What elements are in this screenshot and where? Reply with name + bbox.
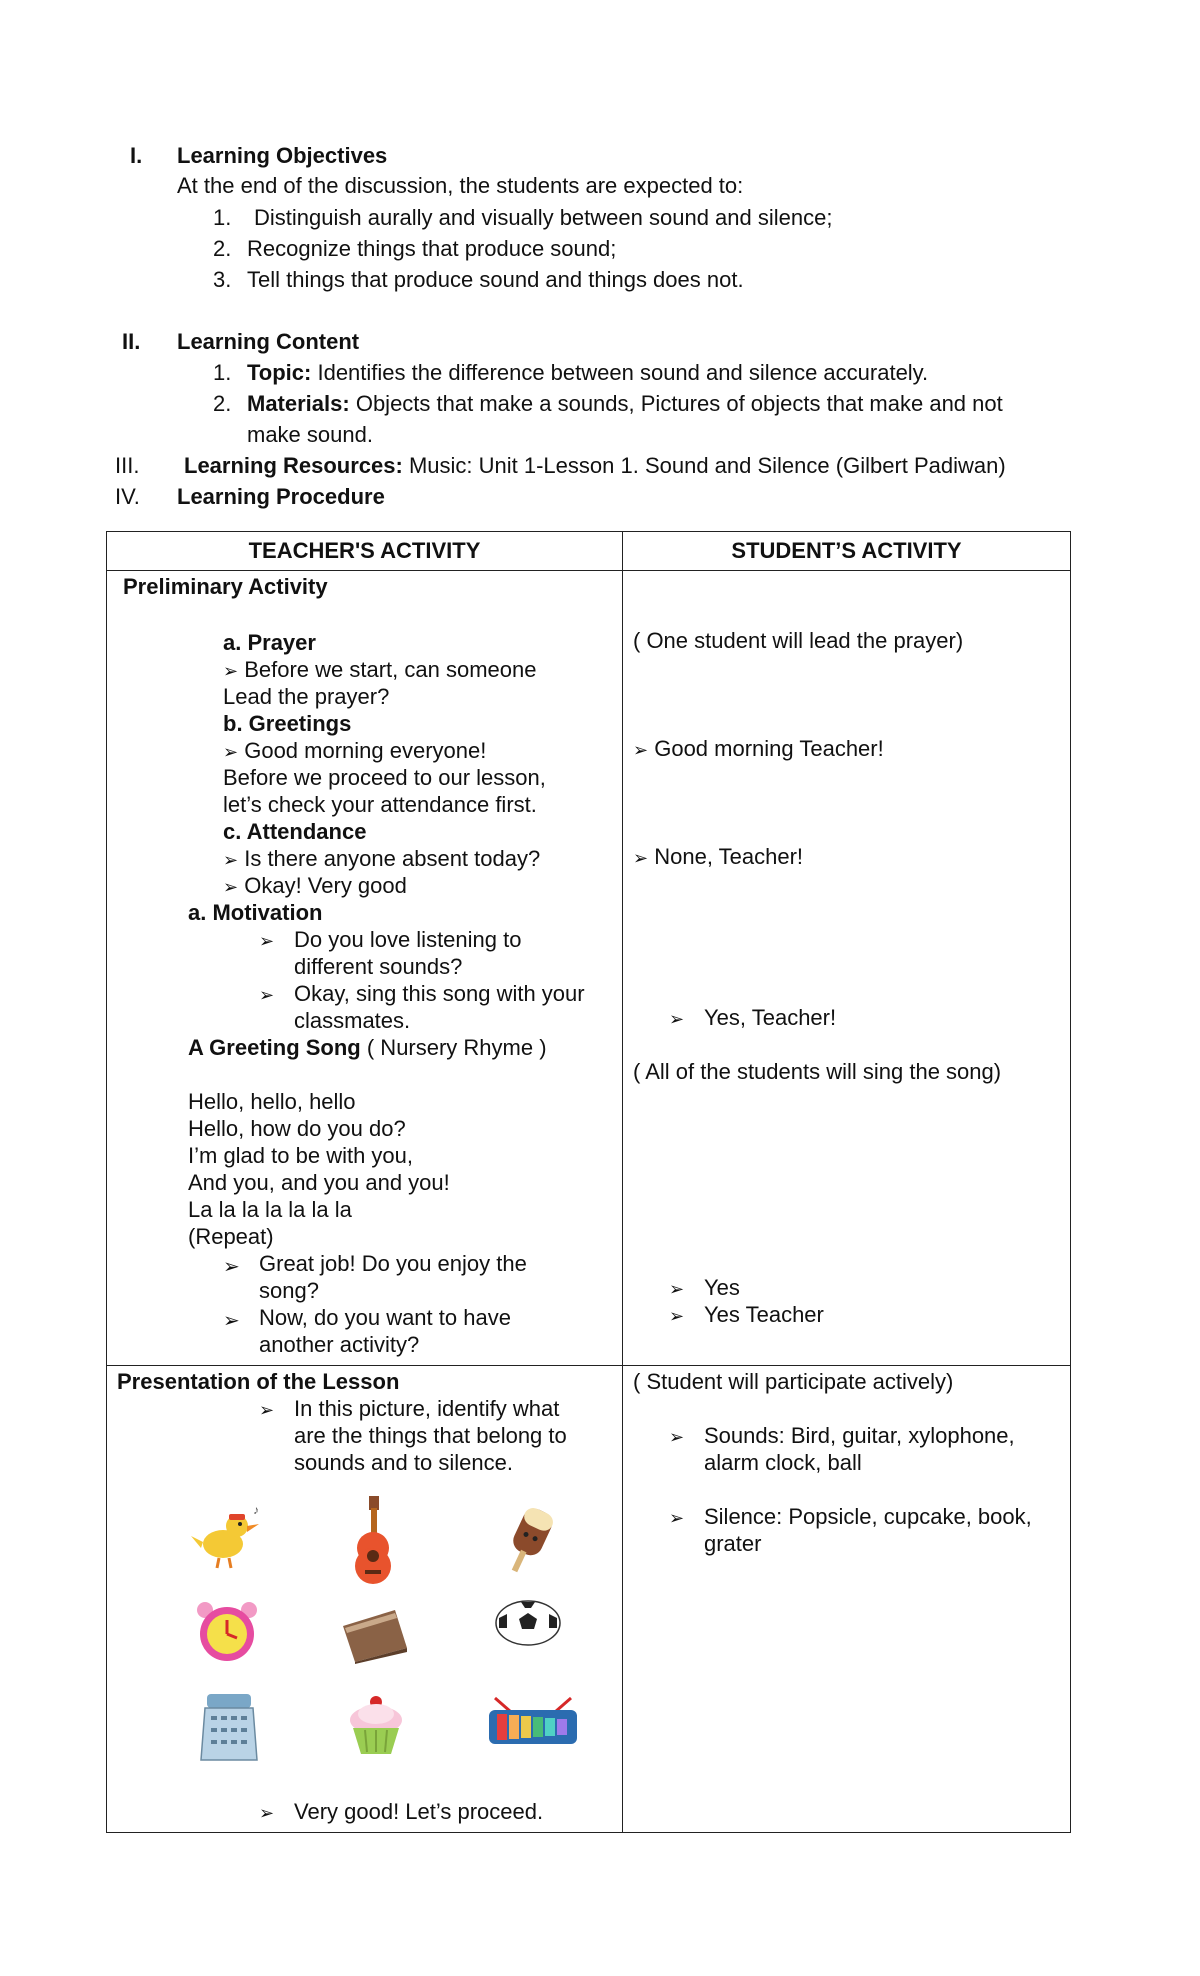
materials-line-2: make sound. xyxy=(247,422,373,447)
objectives-intro: At the end of the discussion, the students are expected to: xyxy=(177,173,744,198)
xylophone-icon xyxy=(485,1694,581,1750)
closing-line: Great job! Do you enjoy the xyxy=(259,1251,527,1276)
bird-icon xyxy=(187,1502,267,1572)
popsicle-icon xyxy=(493,1502,563,1582)
closing-line: another activity? xyxy=(259,1332,420,1357)
resources-label: Learning Resources: xyxy=(184,453,403,478)
song-source: ( Nursery Rhyme ) xyxy=(360,1035,547,1060)
song-lyric: Hello, hello, hello xyxy=(188,1089,356,1114)
greetings-line: ➢ Good morning everyone! xyxy=(223,738,487,763)
student-preliminary-cell xyxy=(623,571,1071,1366)
section-numeral-3: III. xyxy=(115,453,140,478)
greetings-line: Before we proceed to our lesson, xyxy=(223,765,546,790)
arrow-icon: ➢ xyxy=(223,850,239,871)
song-lyric: (Repeat) xyxy=(188,1224,274,1249)
teacher-presentation-cell xyxy=(107,1366,623,1833)
song-lyric: Hello, how do you do? xyxy=(188,1116,406,1141)
arrow-icon: ➢ xyxy=(633,740,649,761)
student-closing: Yes Teacher xyxy=(704,1302,824,1327)
song-lyric: La la la la la la la xyxy=(188,1197,352,1222)
objective-item: Tell things that produce sound and things does not. xyxy=(247,267,744,292)
objective-item: Distinguish aurally and visually between sound and silence; xyxy=(254,205,833,230)
student-greeting: ➢ Good morning Teacher! xyxy=(633,736,884,761)
objectives-title: Learning Objectives xyxy=(177,143,388,168)
objective-number: 3. xyxy=(213,267,232,292)
song-lyric: I’m glad to be with you, xyxy=(188,1143,414,1168)
student-sounds: Sounds: Bird, guitar, xylophone, xyxy=(704,1423,1015,1448)
closing-line: Now, do you want to have xyxy=(259,1305,511,1330)
student-song: ( All of the students will sing the song) xyxy=(633,1059,1002,1084)
prayer-line: Lead the prayer? xyxy=(223,684,390,709)
topic-label: Topic: xyxy=(247,360,312,385)
arrow-icon: ➢ xyxy=(669,1427,685,1448)
arrow-icon: ➢ xyxy=(633,848,649,869)
motivation-line: classmates. xyxy=(294,1008,411,1033)
topic-line xyxy=(247,359,928,387)
book-icon xyxy=(337,1604,413,1664)
student-attendance: ➢ None, Teacher! xyxy=(633,844,804,869)
presentation-instruction: are the things that belong to xyxy=(294,1423,567,1448)
content-number: 1. xyxy=(213,360,232,385)
arrow-icon: ➢ xyxy=(223,1308,240,1332)
resources-text: Music: Unit 1-Lesson 1. Sound and Silence (Gilbert Padiwan) xyxy=(402,453,1006,478)
teacher-activity-header: TEACHER'S ACTIVITY xyxy=(107,532,623,571)
presentation-instruction: In this picture, identify what xyxy=(294,1396,560,1421)
ball-icon xyxy=(493,1598,563,1648)
prayer-line: ➢ Before we start, can someone xyxy=(223,657,537,682)
preliminary-title: Preliminary Activity xyxy=(123,574,328,599)
student-participation: ( Student will participate actively) xyxy=(633,1369,954,1394)
resources-line xyxy=(184,452,1006,480)
materials-line xyxy=(247,390,1003,418)
attendance-line: ➢ Is there anyone absent today? xyxy=(223,846,541,871)
alarm-clock-icon xyxy=(187,1596,267,1666)
motivation-line: Okay, sing this song with your xyxy=(294,981,585,1006)
arrow-icon: ➢ xyxy=(669,1508,685,1529)
arrow-icon: ➢ xyxy=(669,1009,685,1030)
materials-label: Materials: xyxy=(247,391,350,416)
guitar-icon xyxy=(333,1494,413,1584)
attendance-line: ➢ Okay! Very good xyxy=(223,873,407,898)
student-prayer: ( One student will lead the prayer) xyxy=(633,628,964,653)
arrow-icon: ➢ xyxy=(259,1400,275,1421)
closing-line: song? xyxy=(259,1278,319,1303)
greetings-label: b. Greetings xyxy=(223,711,352,736)
arrow-icon: ➢ xyxy=(259,985,275,1006)
motivation-label: a. Motivation xyxy=(188,900,323,925)
presentation-closing: Very good! Let’s proceed. xyxy=(294,1799,544,1824)
grater-icon xyxy=(199,1690,259,1762)
section-numeral-1: I. xyxy=(130,143,143,168)
arrow-icon: ➢ xyxy=(669,1306,685,1327)
student-presentation-cell xyxy=(623,1366,1071,1833)
section-numeral-2: II. xyxy=(122,329,141,354)
arrow-icon: ➢ xyxy=(223,877,239,898)
content-title: Learning Content xyxy=(177,329,360,354)
topic-text: Identifies the difference between sound and silence accurately. xyxy=(311,360,929,385)
section-numeral-4: IV. xyxy=(115,484,140,509)
student-silence: grater xyxy=(704,1531,762,1556)
presentation-instruction: sounds and to silence. xyxy=(294,1450,513,1475)
greetings-line: let’s check your attendance first. xyxy=(223,792,537,817)
teacher-preliminary-cell xyxy=(107,571,623,1366)
cupcake-icon xyxy=(343,1692,409,1758)
arrow-icon: ➢ xyxy=(259,1803,275,1824)
procedure-title: Learning Procedure xyxy=(177,484,385,509)
song-title-line xyxy=(188,1034,547,1062)
motivation-line: Do you love listening to xyxy=(294,927,522,952)
student-motivation: Yes, Teacher! xyxy=(704,1005,837,1030)
motivation-line: different sounds? xyxy=(294,954,463,979)
arrow-icon: ➢ xyxy=(259,931,275,952)
student-silence: Silence: Popsicle, cupcake, book, xyxy=(704,1504,1032,1529)
materials-text: Objects that make a sounds, Pictures of objects that make and not xyxy=(349,391,1003,416)
objective-number: 2. xyxy=(213,236,232,261)
attendance-label: c. Attendance xyxy=(223,819,367,844)
student-closing: Yes xyxy=(704,1275,740,1300)
student-activity-header: STUDENT’S ACTIVITY xyxy=(623,532,1071,571)
arrow-icon: ➢ xyxy=(669,1279,685,1300)
presentation-title: Presentation of the Lesson xyxy=(117,1369,400,1394)
student-sounds: alarm clock, ball xyxy=(704,1450,862,1475)
song-title: A Greeting Song xyxy=(188,1035,361,1060)
prayer-label: a. Prayer xyxy=(223,630,316,655)
objective-item: Recognize things that produce sound; xyxy=(247,236,617,261)
svg-text:♪: ♪ xyxy=(253,1503,259,1517)
song-lyric: And you, and you and you! xyxy=(188,1170,450,1195)
arrow-icon: ➢ xyxy=(223,661,239,682)
procedure-table xyxy=(106,531,1071,1833)
content-number: 2. xyxy=(213,391,232,416)
objective-number: 1. xyxy=(213,205,232,230)
arrow-icon: ➢ xyxy=(223,1254,240,1278)
arrow-icon: ➢ xyxy=(223,742,239,763)
